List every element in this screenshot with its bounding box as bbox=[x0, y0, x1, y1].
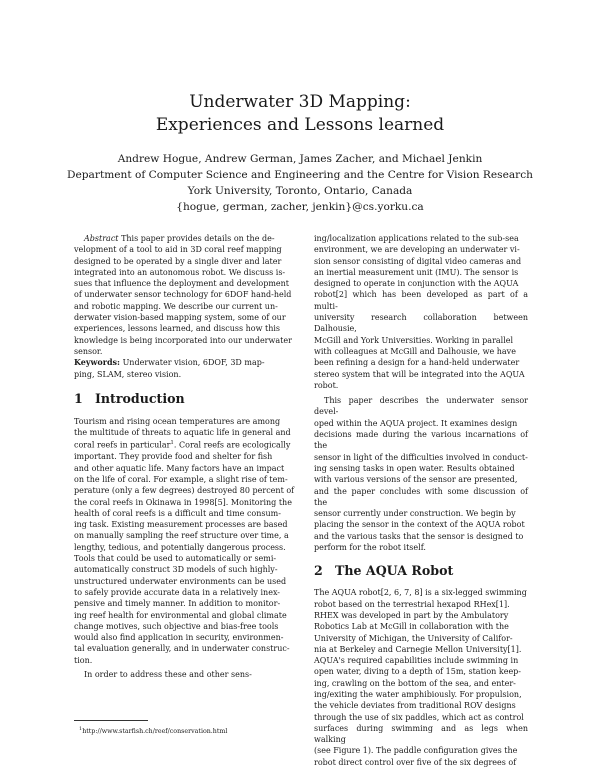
abstract bbox=[74, 233, 298, 357]
footnote-number: 1 bbox=[79, 726, 83, 732]
abstract-line: sensor. bbox=[74, 346, 103, 356]
title-line-2: Experiences and Lessons learned bbox=[155, 115, 445, 135]
right-column bbox=[314, 233, 528, 768]
author-email: {hogue, german, zacher, jenkin}@cs.yorku.ca bbox=[176, 201, 424, 213]
abstract-line: experiences, lessons learned, and discuss how this bbox=[74, 324, 281, 334]
abstract-line: designed to be operated by a single diver and later bbox=[74, 256, 282, 266]
paper-title bbox=[0, 91, 600, 137]
section-number: 2 bbox=[314, 563, 323, 579]
right-paragraph-1: ing/localization applications related to the sub-sea environment, we are developing an underwater vi- sion sensor consisting of digital video cameras and an inertial measurement unit (IMU). The sensor is designed to operate in conjunction with the AQUA robot[2] which has been developed as part of a multi- university research collaboration between Dalhousie, McGill and York Universities. Working in parallel with colleagues at McGill and Dalhousie, we have been refining a design for a hand-held underwater stereo system that will be integrated into the AQUA robot. bbox=[314, 234, 528, 390]
footnote-marker: 1 bbox=[170, 440, 174, 447]
abstract-line: and robotic mapping. We describe our current un- bbox=[74, 301, 278, 311]
right-paragraph-2: This paper describes the underwater sensor devel- oped within the AQUA project. It examines design decisions made during the various incarnations of the sensor in light of the difficulties involved in conduct- ing sensing tasks in open water. Results obtained with various versions of the sensor are presented, and the paper concludes with some discussion of the sensor currently under construction. We begin by placing the sensor in the context of the AQUA robot and the various tasks that the sensor is designed to perform for the robot itself. bbox=[314, 396, 528, 553]
author-department: Department of Computer Science and Engineering and the Centre for Vision Research bbox=[67, 169, 533, 181]
abstract-line: velopment of a tool to aid in 3D coral reef mapping bbox=[74, 245, 282, 255]
author-block bbox=[0, 151, 600, 215]
abstract-line: knowledge is being incorporated into our underwater bbox=[74, 335, 292, 345]
left-column bbox=[74, 233, 298, 680]
author-names: Andrew Hogue, Andrew German, James Zacher, and Michael Jenkin bbox=[117, 153, 483, 165]
keywords: Keywords: Underwater vision, 6DOF, 3D map- ping, SLAM, stereo vision. bbox=[74, 357, 265, 379]
section-heading-introduction bbox=[74, 391, 298, 407]
abstract-first-line: Abstract This paper provides details on the de- bbox=[84, 234, 275, 243]
footnote-divider bbox=[74, 720, 148, 721]
aqua-robot-paragraph-1: The AQUA robot[2, 6, 7, 8] is a six-legged swimming robot based on the terrestrial hexapod RHex[1]. RHEX was developed in part by the Ambulatory Robotics Lab at McGill in collaboration with the University of Michigan, the University of Califor- nia at Berkeley and Carnegie Mellon University[1]. AQUA's required capabilities include swimming in open water, diving to a depth of 15m, station keep- ing, crawling on the bottom of the sea, and enter- ing/exiting the water amphibiously. For propulsion, the vehicle deviates from traditional ROV designs through the use of six paddles, which act as control surfaces during swimming and as legs when walking (see Figure 1). The paddle configuration gives the robot direct control over five of the six degrees of bbox=[314, 588, 528, 767]
abstract-line: integrated into an autonomous robot. We discuss is- bbox=[74, 267, 286, 277]
section-number: 1 bbox=[74, 390, 83, 406]
author-university: York University, Toronto, Ontario, Canada bbox=[187, 185, 413, 197]
section-title: Introduction bbox=[95, 390, 185, 406]
abstract-label: Abstract bbox=[84, 234, 119, 243]
footnote bbox=[79, 725, 227, 736]
abstract-line: derwater vision-based mapping system, some of our bbox=[74, 313, 286, 323]
introduction-paragraph-1: Tourism and rising ocean temperatures are among the multitude of threats to aquatic life in general and coral reefs in particular$^1$. Coral reefs are ecologically important. They provide food and shelter for fish and other aquatic life. Many factors have an impact on the life of coral. For example, a slight rise of tem- perature (only a few degrees) destroyed 80 percent of the coral reefs in Okinawa in 1998[5]. Monitoring the health of coral reefs is a difficult and time consum- ing task. Existing measurement processes are based on manually sampling the reef structure over time, a lengthy, tedious, and potentially dangerous process. Tools that could be used to automatically or semi- automatically construct 3D models of such highly- unstructured underwater environments can be used to safely provide accurate data in a relatively inex- pensive and timely manner. In addition to monitor- ing reef health for environmental and global climate change motives, such objective and bias-free tools would also find application in security, environmen- tal evaluation generally, and in underwater construc- tion. bbox=[74, 416, 295, 665]
footnote-url: http://www.starfish.ch/reef/conservation.html bbox=[82, 728, 228, 736]
keywords-label: Keywords: bbox=[74, 357, 121, 368]
introduction-paragraph-2: In order to address these and other sens- bbox=[84, 670, 252, 680]
abstract-line: of underwater sensor technology for 6DOF hand-held bbox=[74, 290, 292, 300]
title-line-1: Underwater 3D Mapping: bbox=[189, 92, 411, 112]
abstract-line: sues that influence the deployment and development bbox=[74, 279, 290, 289]
section-heading-aqua-robot bbox=[314, 563, 528, 579]
section-title: The AQUA Robot bbox=[335, 563, 454, 579]
